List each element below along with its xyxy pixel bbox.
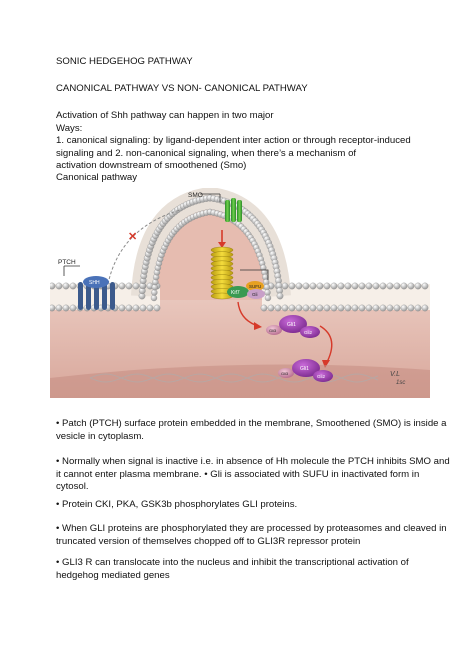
lipid-head	[331, 305, 337, 311]
lipid-head	[345, 283, 351, 289]
lipid-head	[282, 305, 288, 311]
lipid-head	[415, 283, 421, 289]
svg-text:Gli3: Gli3	[281, 371, 289, 376]
lipid-head	[147, 305, 153, 311]
lipid-head	[56, 305, 62, 311]
intro-line: Ways:	[56, 122, 83, 134]
svg-text:Gli3: Gli3	[269, 328, 277, 333]
lipid-head	[387, 305, 393, 311]
lipid-head	[289, 305, 295, 311]
svg-text:Gli2: Gli2	[304, 330, 313, 335]
kif7-label: Kif7	[231, 290, 240, 296]
artist-signature: V.L	[390, 371, 400, 378]
smo-protein	[225, 198, 242, 222]
smo-label: SMO	[188, 192, 203, 199]
svg-text:1sc: 1sc	[396, 380, 406, 386]
lipid-head	[140, 305, 146, 311]
inhibition-x-icon: ✕	[128, 231, 138, 243]
lipid-head	[126, 305, 132, 311]
bullet-line: cytosol.	[56, 481, 89, 493]
ptch-label: PTCH	[58, 259, 76, 266]
bullet-line: • Protein CKI, PKA, GSK3b phosphorylates GLI proteins.	[56, 499, 298, 510]
lipid-head	[394, 305, 400, 311]
lipid-head	[422, 305, 428, 311]
lipid-head	[387, 283, 393, 289]
intro-line: Activation of Shh pathway can happen in two major	[56, 110, 274, 121]
svg-text:Gli1: Gli1	[287, 322, 296, 328]
intro-line: 1. canonical signaling: by ligand-dependent inter action or through receptor-induced	[56, 135, 411, 147]
lipid-head	[324, 305, 330, 311]
lipid-head	[133, 283, 139, 289]
lipid-head	[380, 305, 386, 311]
bullet-line: truncated version of themselves chopped off to GLI3R repressor protein	[56, 535, 361, 547]
lipid-head	[366, 283, 372, 289]
lipid-head	[277, 293, 283, 299]
bullet-line: • GLI3 R can translocate into the nucleus and inhibit the transcriptional activation of	[56, 557, 409, 568]
bullet-line: • Patch (PTCH) surface protein embedded in the membrane, Smoothened (SMO) is inside a	[56, 418, 447, 429]
lipid-head	[408, 283, 414, 289]
shh-label: SHH	[89, 280, 100, 286]
lipid-head	[359, 283, 365, 289]
lipid-head	[70, 283, 76, 289]
lipid-head	[154, 305, 160, 311]
lipid-head	[401, 305, 407, 311]
lipid-head	[317, 283, 323, 289]
sufu-label: SUFU	[249, 284, 262, 289]
lipid-head	[133, 305, 139, 311]
lipid-head	[265, 295, 271, 301]
lipid-head	[261, 305, 267, 311]
lipid-head	[50, 283, 55, 289]
lipid-head	[310, 283, 316, 289]
lipid-head	[296, 305, 302, 311]
lipid-head	[63, 283, 69, 289]
doc-subtitle: CANONICAL PATHWAY VS NON- CANONICAL PATHWAY	[56, 83, 308, 94]
lipid-head	[373, 283, 379, 289]
bullet-line: it cannot enter plasma membrane. • Gli is associated with SUFU in inactivated form in	[56, 468, 420, 480]
lipid-head	[380, 283, 386, 289]
bullet-line: • Normally when signal is inactive i.e. in absence of Hh molecule the PTCH inhibits SMO and	[56, 456, 450, 467]
lipid-head	[282, 283, 288, 289]
lipid-head	[310, 305, 316, 311]
lipid-head	[289, 283, 295, 289]
lipid-head	[56, 283, 62, 289]
lipid-head	[422, 283, 428, 289]
lipid-head	[275, 305, 281, 311]
lipid-head	[50, 305, 55, 311]
lipid-head	[394, 283, 400, 289]
intro-line: activation downstream of smoothened (Smo)	[56, 160, 247, 172]
lipid-head	[373, 305, 379, 311]
bullet-line: vesicle in cytoplasm.	[56, 430, 144, 442]
lipid-head	[303, 305, 309, 311]
lipid-head	[324, 283, 330, 289]
lipid-head	[296, 283, 302, 289]
svg-text:Gli2: Gli2	[317, 374, 326, 379]
lipid-head	[268, 305, 274, 311]
lipid-head	[338, 283, 344, 289]
lipid-head	[331, 283, 337, 289]
lipid-head	[265, 290, 271, 296]
lipid-head	[352, 305, 358, 311]
lipid-head	[366, 305, 372, 311]
bullet-line: hedgehog mediated genes	[56, 569, 170, 581]
lipid-head	[151, 295, 157, 301]
lipid-head	[303, 283, 309, 289]
lipid-head	[126, 283, 132, 289]
lipid-head	[119, 305, 125, 311]
lipid-head	[317, 305, 323, 311]
lipid-head	[338, 305, 344, 311]
lipid-head	[408, 305, 414, 311]
lipid-head	[352, 283, 358, 289]
lipid-head	[264, 284, 270, 290]
lipid-head	[151, 290, 157, 296]
lipid-head	[345, 305, 351, 311]
lipid-head	[415, 305, 421, 311]
svg-text:Gli1: Gli1	[300, 366, 309, 372]
intro-line: signaling and 2. non-canonical signaling, when there’s a mechanism of	[56, 147, 357, 159]
lipid-head	[401, 283, 407, 289]
gli-label: Gli	[252, 292, 258, 297]
canonical-pathway-diagram	[50, 188, 430, 398]
lipid-head	[359, 305, 365, 311]
bullet-line: • When GLI proteins are phosphorylated they are processed by proteasomes and cleaved in	[56, 523, 447, 534]
lipid-head	[70, 305, 76, 311]
section-heading: Canonical pathway	[56, 172, 138, 183]
lipid-head	[63, 305, 69, 311]
lipid-head	[119, 283, 125, 289]
doc-title: SONIC HEDGEHOG PATHWAY	[56, 56, 193, 67]
